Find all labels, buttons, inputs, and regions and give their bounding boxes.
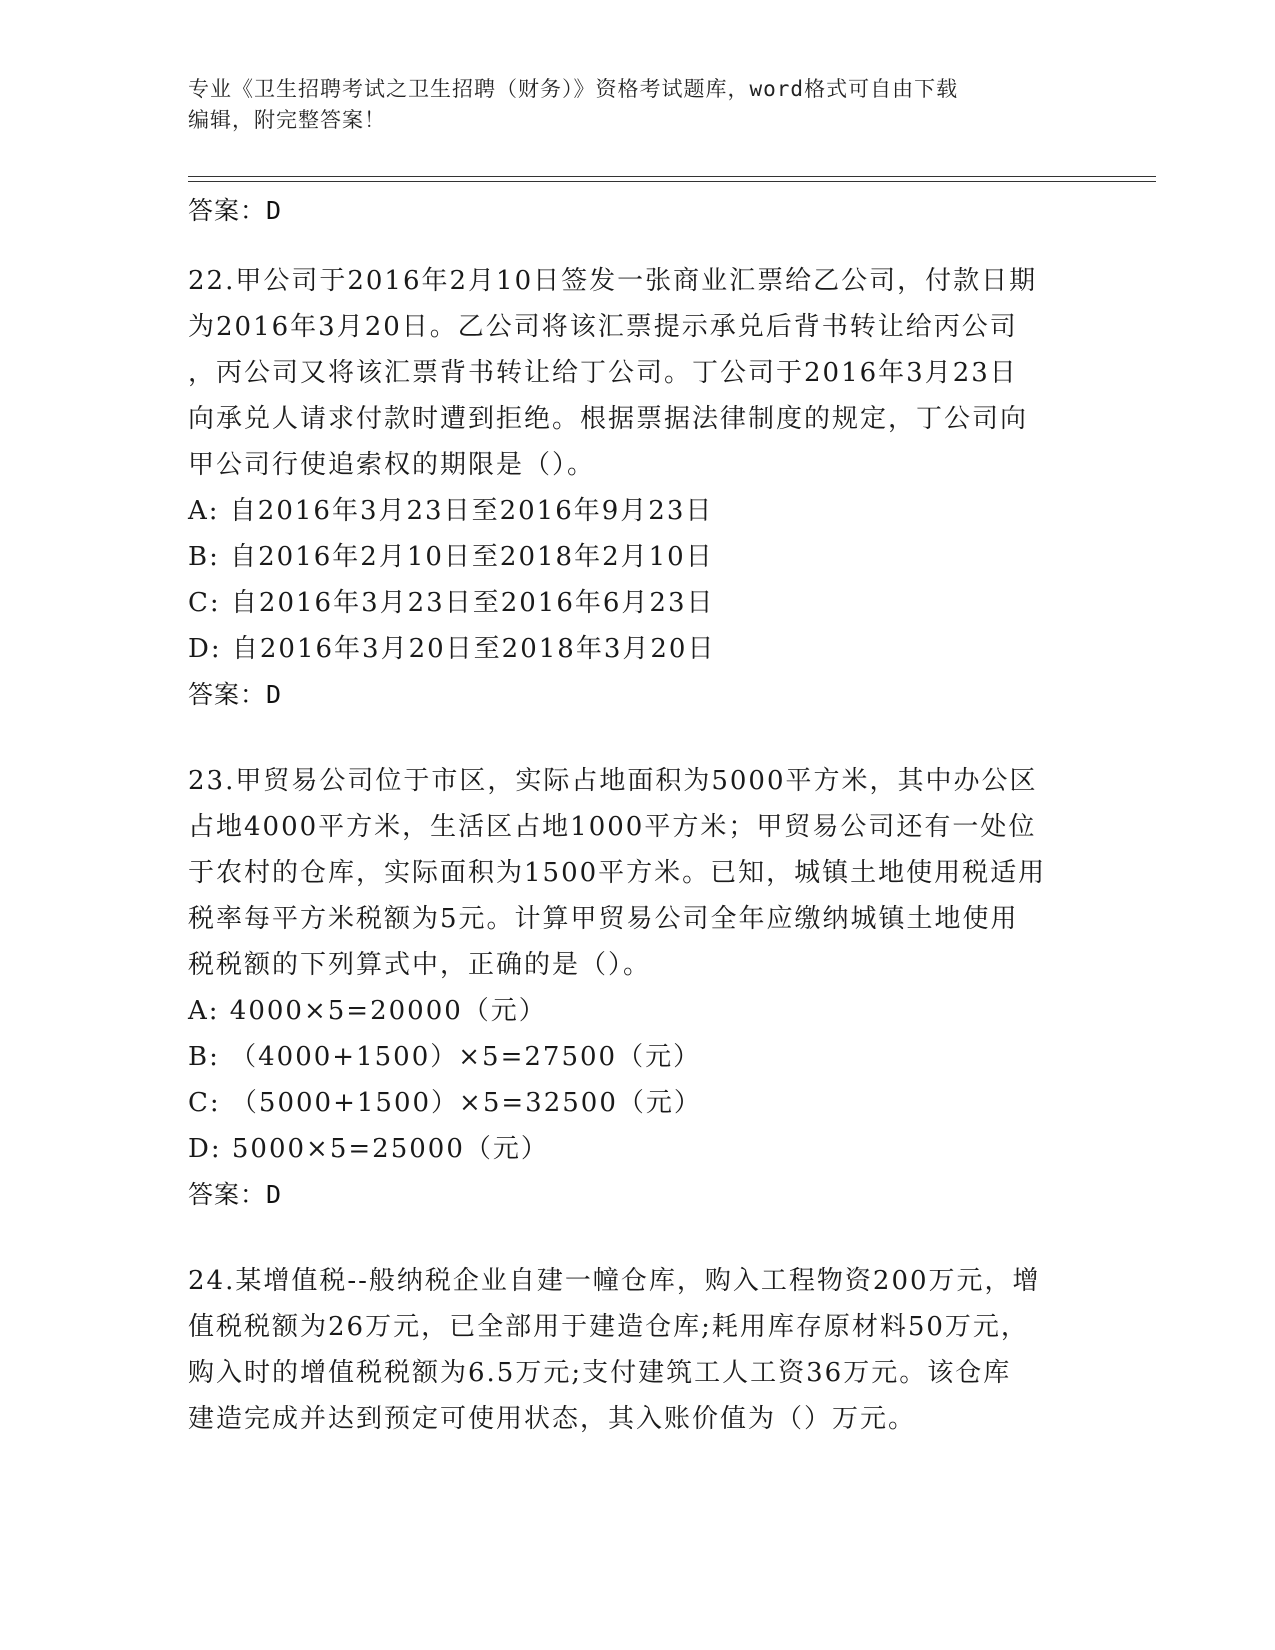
header-line-1: 专业《卫生招聘考试之卫生招聘（财务）》资格考试题库，word格式可自由下载 [188, 77, 959, 101]
option-b: B: 自2016年2月10日至2018年2月10日 [188, 542, 714, 572]
question-22 [188, 258, 1088, 718]
header-rule-top [188, 176, 1156, 177]
question-line: 23.甲贸易公司位于市区，实际占地面积为5000平方米，其中办公区 [188, 766, 1038, 796]
question-line: 向承兑人请求付款时遭到拒绝。根据票据法律制度的规定，丁公司向 [188, 404, 1029, 434]
question-line: 值税税额为26万元，已全部用于建造仓库;耗用库存原材料50万元， [188, 1312, 1029, 1342]
question-line: 于农村的仓库，实际面积为1500平方米。已知，城镇土地使用税适用 [188, 858, 1047, 888]
question-line: 甲公司行使追索权的期限是（）。 [188, 450, 596, 480]
question-line: ，丙公司又将该汇票背书转让给丁公司。丁公司于2016年3月23日 [188, 358, 1018, 388]
option-b: B: （4000+1500）×5=27500（元） [188, 1042, 702, 1072]
option-c: C: （5000+1500）×5=32500（元） [188, 1088, 702, 1118]
document-body [188, 188, 1088, 1482]
question-23 [188, 758, 1088, 1218]
question-line: 24.某增值税--般纳税企业自建一幢仓库，购入工程物资200万元，增 [188, 1266, 1041, 1296]
question-24 [188, 1258, 1088, 1442]
question-stem [188, 758, 1088, 988]
option-c: C: 自2016年3月23日至2016年6月23日 [188, 588, 715, 618]
page-header [188, 74, 1068, 136]
option-a: A: 自2016年3月23日至2016年9月23日 [188, 496, 714, 526]
answer-line: 答案：D [188, 1180, 283, 1209]
previous-answer: 答案：D [188, 196, 283, 225]
question-stem [188, 1258, 1088, 1442]
question-line: 22.甲公司于2016年2月10日签发一张商业汇票给乙公司，付款日期 [188, 266, 1038, 296]
option-d: D: 5000×5=25000（元） [188, 1134, 549, 1164]
option-d: D: 自2016年3月20日至2018年3月20日 [188, 634, 716, 664]
question-line: 税税额的下列算式中，正确的是（）。 [188, 950, 652, 980]
question-stem [188, 258, 1088, 488]
answer-line: 答案：D [188, 680, 283, 709]
option-a: A: 4000×5=20000（元） [188, 996, 547, 1026]
question-line: 建造完成并达到预定可使用状态，其入账价值为（）万元。 [188, 1404, 917, 1434]
question-line: 为2016年3月20日。乙公司将该汇票提示承兑后背书转让给丙公司 [188, 312, 1018, 342]
question-line: 占地4000平方米，生活区占地1000平方米；甲贸易公司还有一处位 [188, 812, 1037, 842]
question-line: 税率每平方米税额为5元。计算甲贸易公司全年应缴纳城镇土地使用 [188, 904, 1019, 934]
header-rule-bottom [188, 181, 1156, 182]
question-line: 购入时的增值税税额为6.5万元;支付建筑工人工资36万元。该仓库 [188, 1358, 1012, 1388]
header-line-2: 编辑，附完整答案！ [188, 108, 386, 132]
